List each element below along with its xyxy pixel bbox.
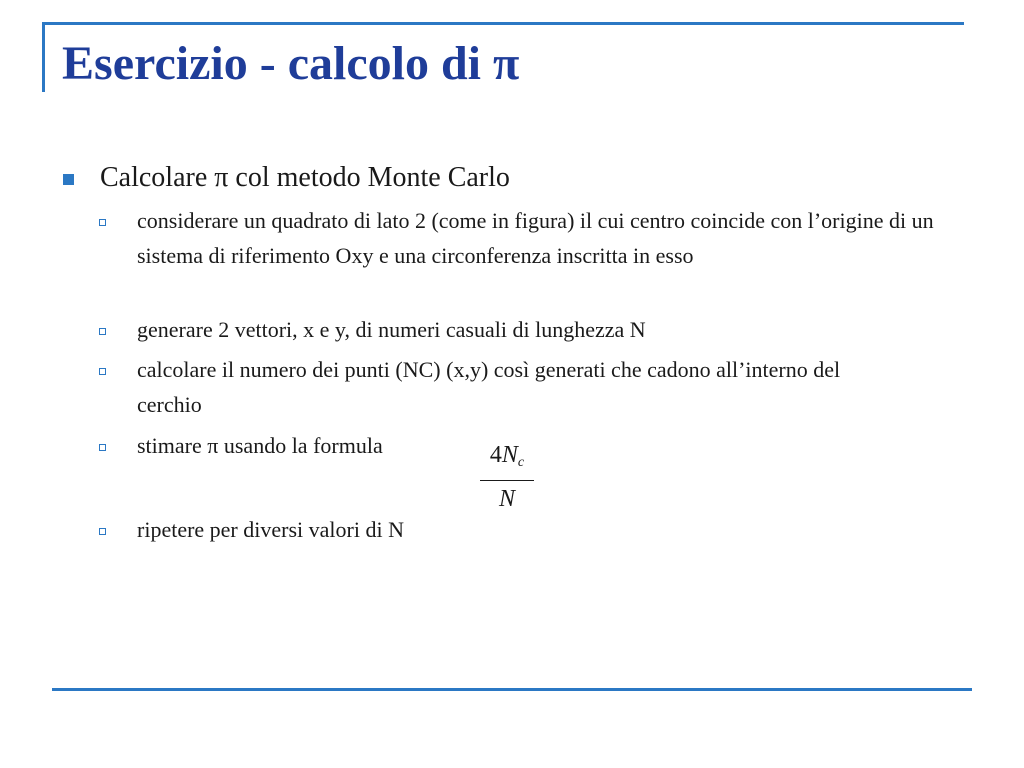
- formula-numerator: [480, 440, 534, 478]
- formula-numerator-subscript: c: [517, 455, 525, 470]
- sub-bullet-text: calcolare il numero dei punti (NC) (x,y) così generati che cadono all’interno del cerchio: [137, 357, 841, 417]
- sub-bullet-text: considerare un quadrato di lato 2 (come in figura) il cui centro coincide con l’origine di un sistema di riferimento Oxy e una circonferenza inscritta in esso: [137, 208, 934, 268]
- footer-line: [52, 688, 972, 691]
- hollow-square-bullet-icon: [99, 444, 106, 451]
- sub-bullet-text: stimare π usando la formula: [137, 433, 383, 458]
- left-frame-line: [42, 22, 45, 92]
- formula-numerator-variable: N: [501, 442, 518, 468]
- formula-denominator: N: [498, 486, 515, 512]
- main-bullet-text: Calcolare π col metodo Monte Carlo: [100, 162, 510, 193]
- square-bullet-icon: [63, 174, 74, 185]
- hollow-square-bullet-icon: [99, 528, 106, 535]
- hollow-square-bullet-icon: [99, 368, 106, 375]
- slide-title: Esercizio - calcolo di π: [62, 37, 520, 90]
- sub-bullet-text: ripetere per diversi valori di N: [137, 517, 404, 542]
- fraction-bar: [480, 480, 534, 481]
- top-frame-line: [42, 22, 964, 25]
- hollow-square-bullet-icon: [99, 328, 106, 335]
- formula-coefficient: 4: [489, 442, 502, 468]
- sub-bullet-text: generare 2 vettori, x e y, di numeri casuali di lunghezza N: [137, 317, 646, 342]
- pi-estimate-formula: [480, 440, 534, 513]
- hollow-square-bullet-icon: [99, 219, 106, 226]
